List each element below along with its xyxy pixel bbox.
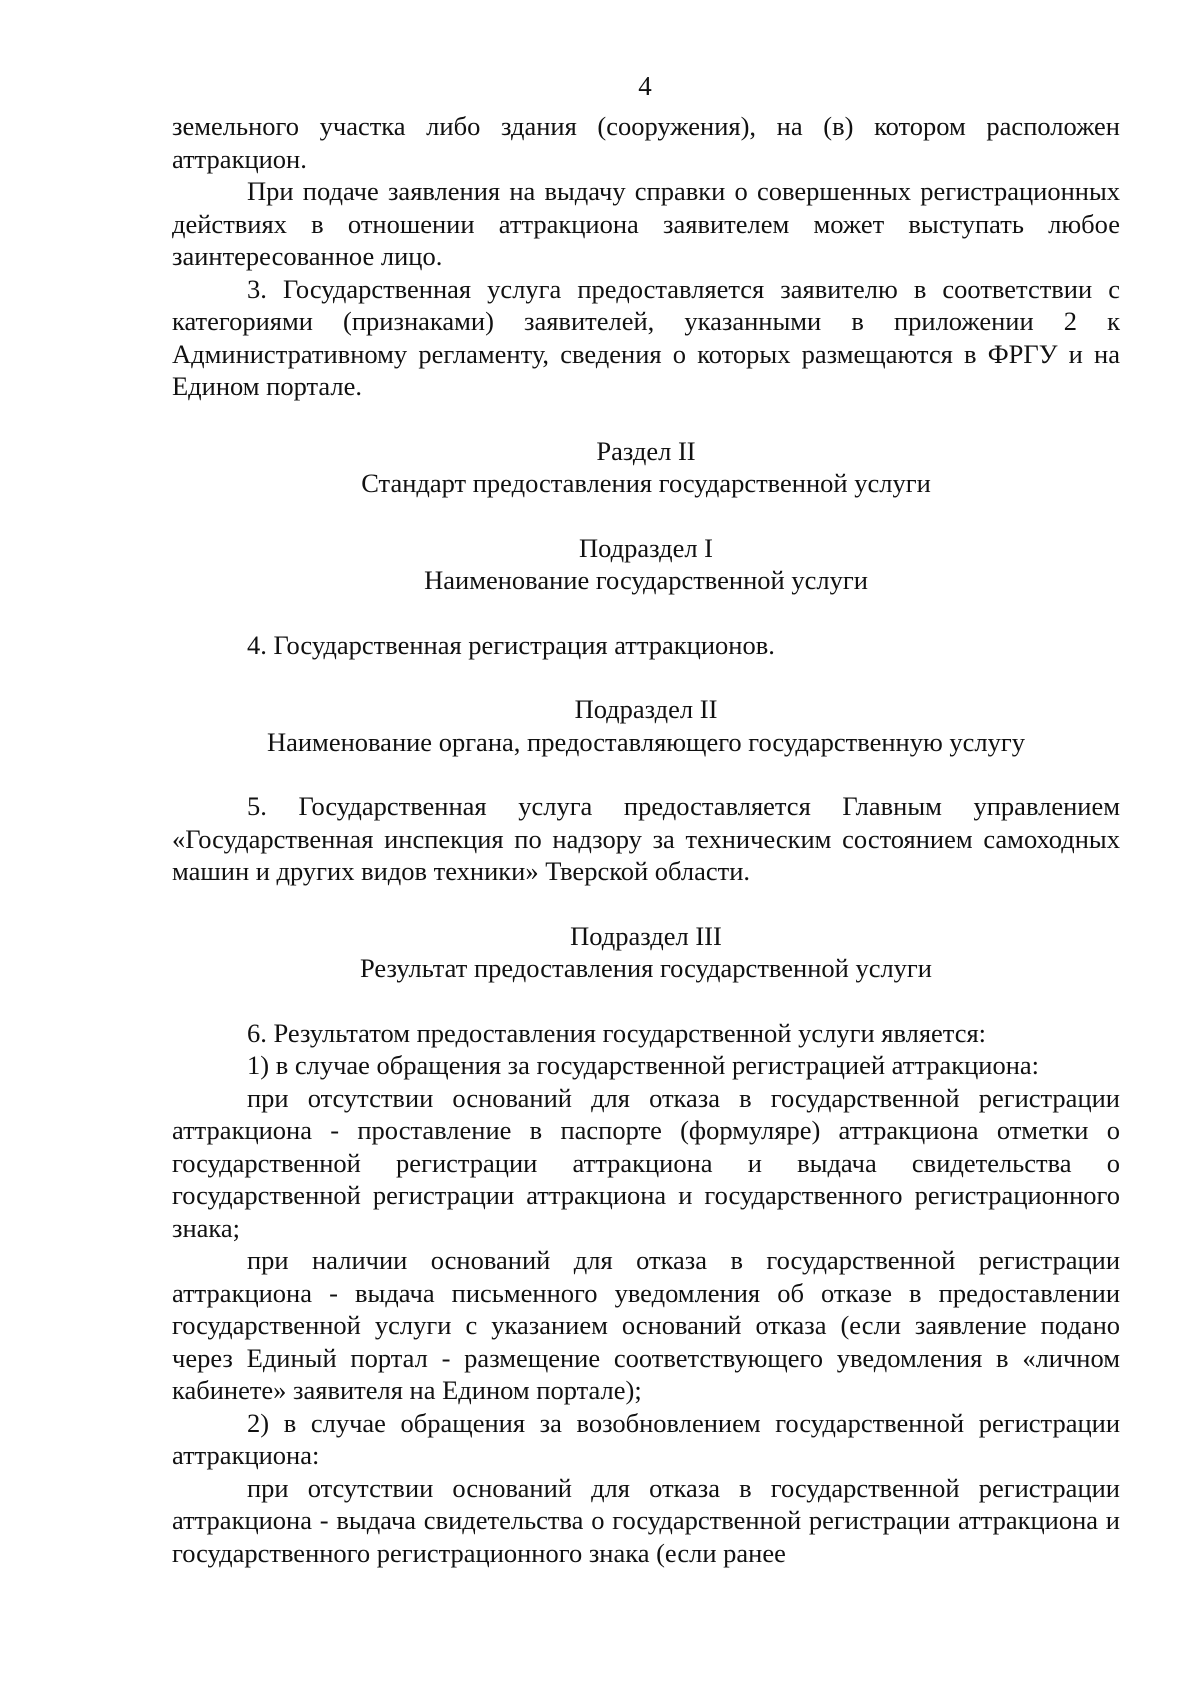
- paragraph-item-6-2: 2) в случае обращения за возобновлением государственной регистрации аттракциона:: [172, 1407, 1120, 1470]
- paragraph-no-grounds-renewal: при отсутствии оснований для отказа в государственной регистрации аттракциона - выдача свидетельства о государственной регистрации аттракциона и государственного регистрационного знака (если ранее: [172, 1472, 1120, 1568]
- paragraph-item-4: 4. Государственная регистрация аттракционов.: [247, 629, 775, 660]
- subsection-3-heading: [172, 920, 1120, 985]
- subsection-1-title: Подраздел I: [578, 532, 714, 563]
- section-subtitle: Стандарт предоставления государственной услуги: [361, 468, 931, 498]
- paragraph-item-6: 6. Результатом предоставления государственной услуги является:: [247, 1017, 987, 1048]
- subsection-3-subtitle: Результат предоставления государственной услуги: [360, 953, 932, 983]
- section-title: Раздел II: [596, 435, 696, 466]
- paragraph-item-3: 3. Государственная услуга предоставляется заявителю в соответствии с категориями (признаками) заявителей, указанными в приложении 2 к Административному регламенту, сведения о которых размещаются в ФРГУ и на Едином портале.: [172, 273, 1120, 401]
- subsection-1-subtitle: Наименование государственной услуги: [424, 565, 868, 595]
- paragraph-no-grounds-registration: при отсутствии оснований для отказа в государственной регистрации аттракциона - проставление в паспорте (формуляре) аттракциона отметки о государственной регистрации аттракциона и выдача свидетельства о государственной регистрации аттракциона и государственного регистрационного знака;: [172, 1082, 1120, 1243]
- page-number: 4: [638, 71, 652, 101]
- subsection-2-heading: [172, 693, 1120, 758]
- section-heading: [172, 435, 1120, 500]
- paragraph-applicant-any-person: При подаче заявления на выдачу справки о совершенных регистрационных действиях в отношении аттракциона заявителем может выступать любое заинтересованное лицо.: [172, 176, 1120, 271]
- paragraph-item-5: 5. Государственная услуга предоставляется Главным управлением «Государственная инспекция по надзору за техническим состоянием самоходных машин и других видов техники» Тверской области.: [172, 791, 1120, 886]
- paragraph-grounds-for-refusal: при наличии оснований для отказа в государственной регистрации аттракциона - выдача письменного уведомления об отказе в предоставлении государственной услуги с указанием оснований отказа (если заявление подано через Единый портал - размещение соответствующего уведомления в «личном кабинете» заявителя на Едином портале);: [172, 1245, 1120, 1405]
- subsection-3-title: Подраздел III: [570, 920, 722, 951]
- paragraph-continuation: земельного участка либо здания (сооружения), на (в) котором расположен аттракцион.: [172, 111, 1120, 174]
- paragraph-item-6-1: 1) в случае обращения за государственной регистрацией аттракциона:: [247, 1050, 1040, 1080]
- document-body: [172, 110, 1120, 1569]
- subsection-2-subtitle: Наименование органа, предоставляющего государственную услугу: [266, 726, 1026, 757]
- subsection-1-heading: [172, 532, 1120, 597]
- subsection-2-title: Подраздел II: [574, 694, 718, 724]
